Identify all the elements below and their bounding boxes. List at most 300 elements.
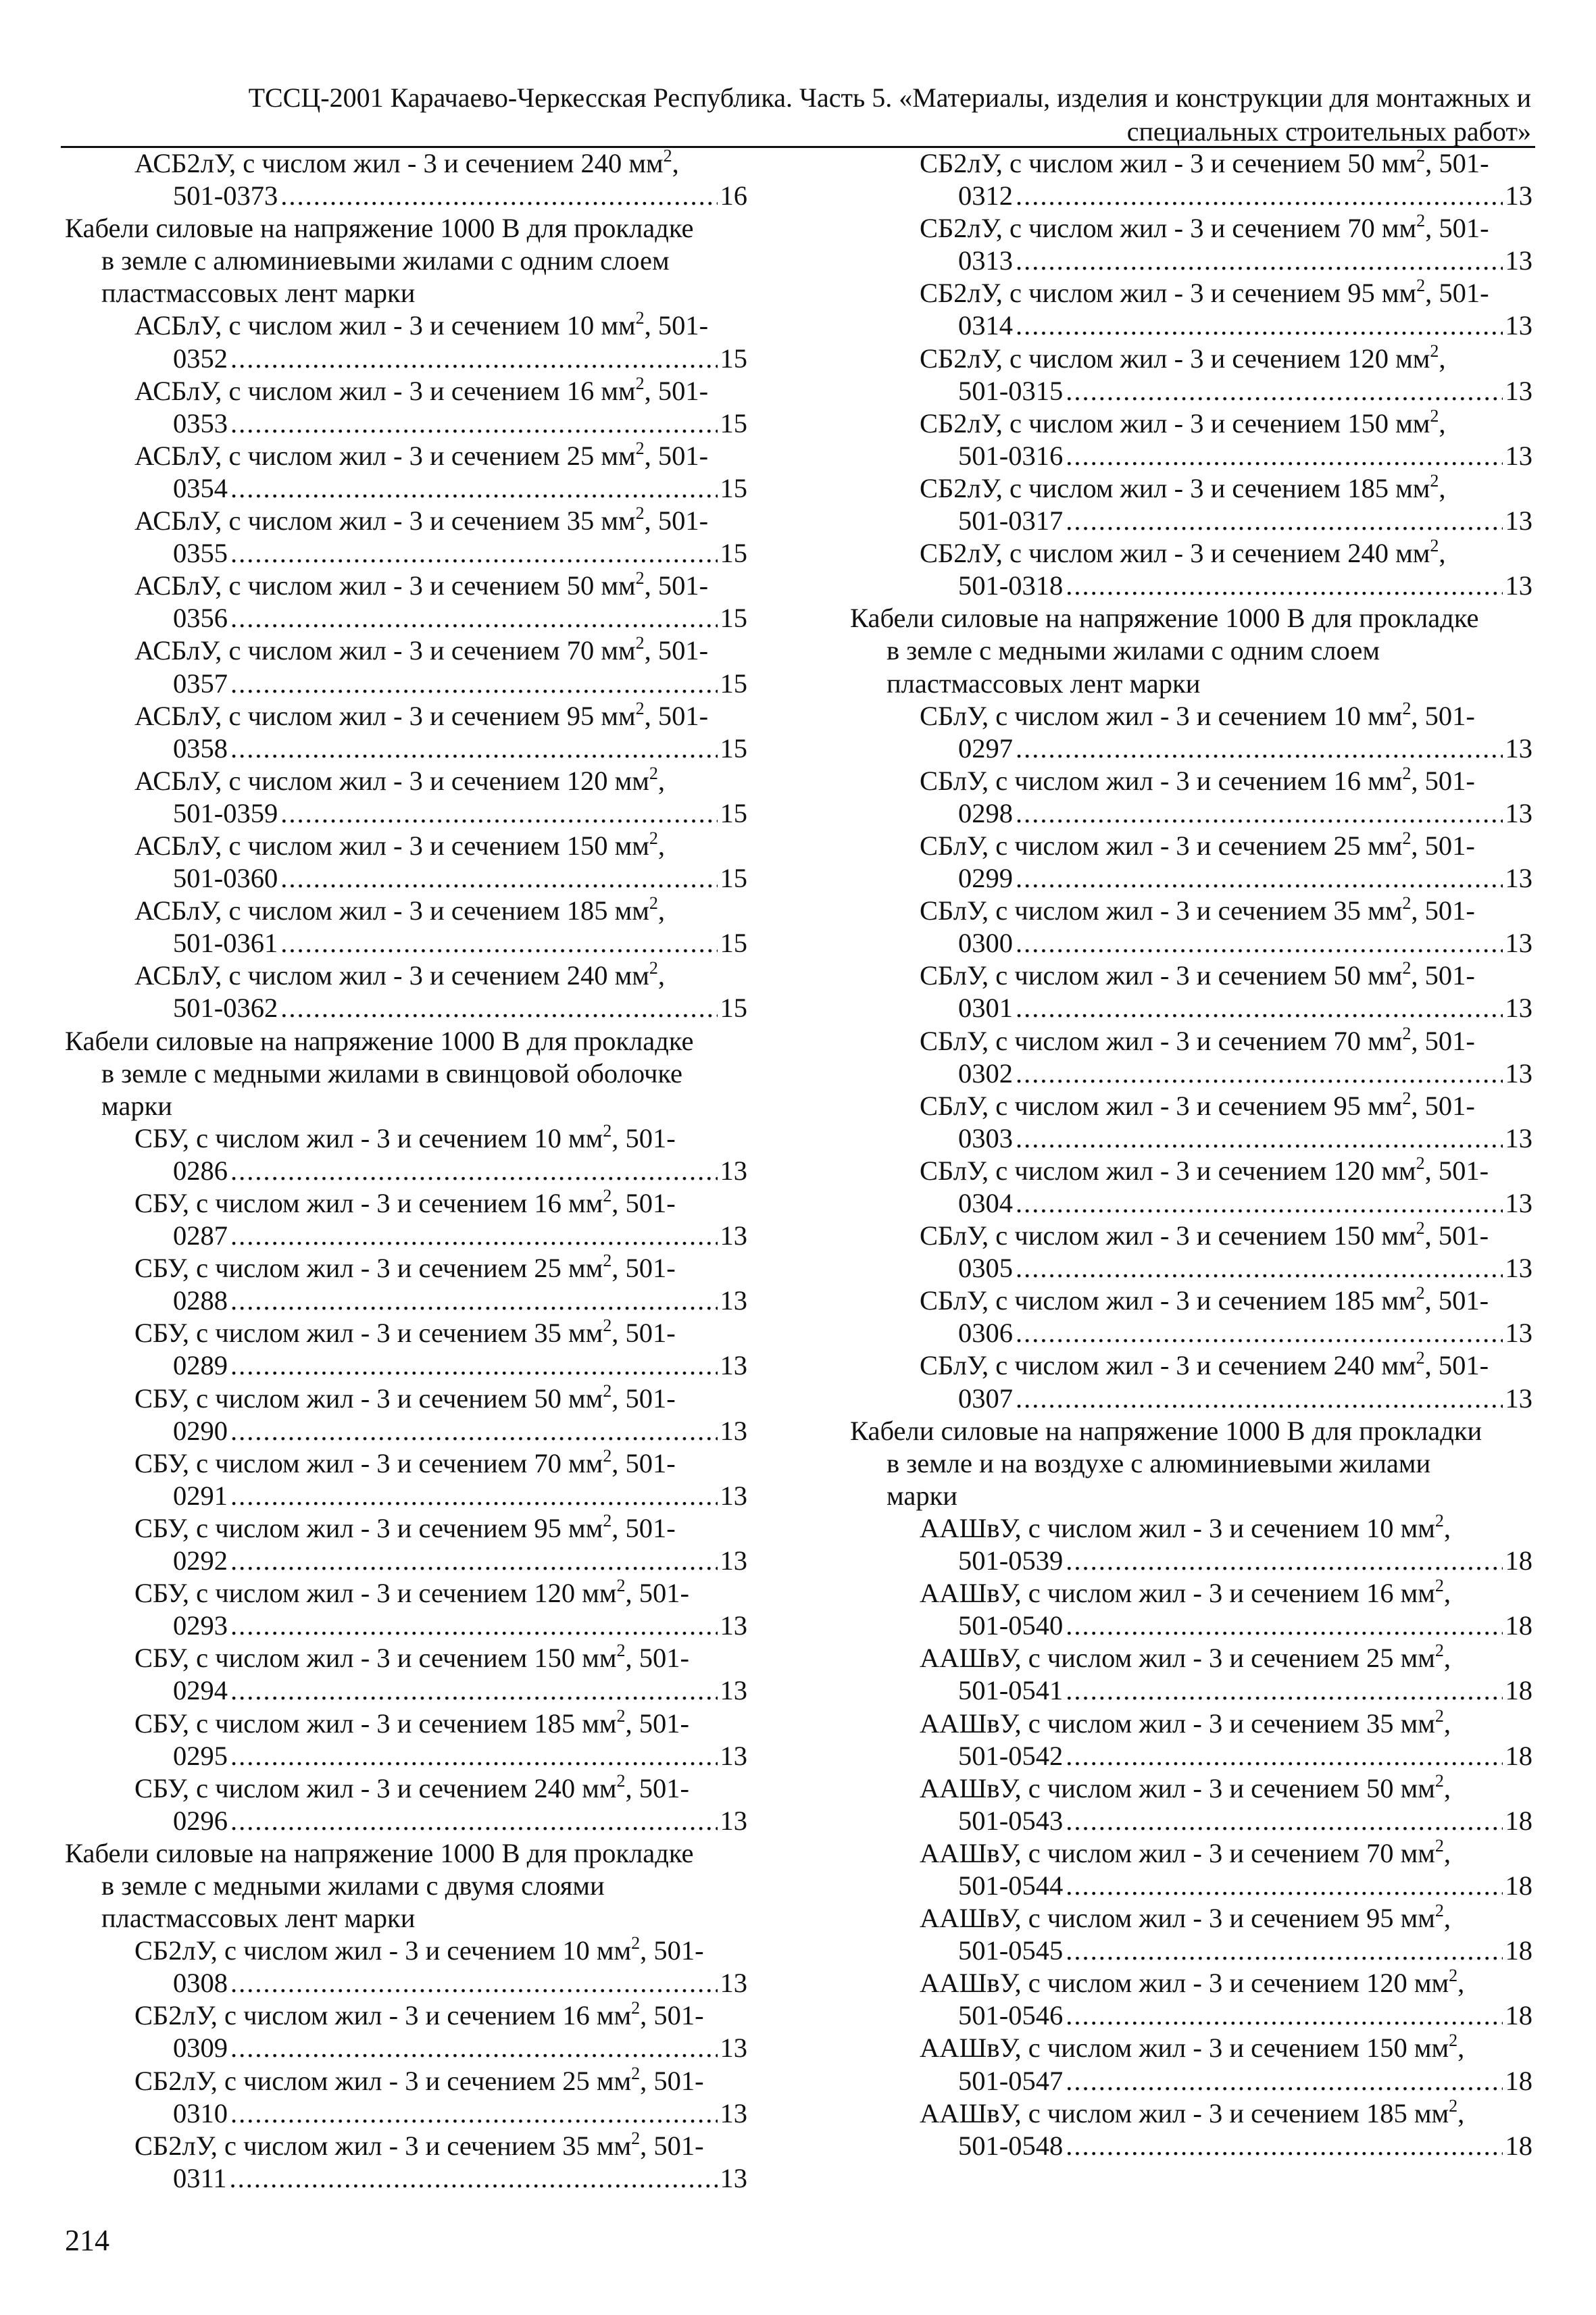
index-entry-code-line [850, 1317, 1532, 1349]
dot-leader [1066, 1545, 1502, 1577]
index-entry-code-line [850, 1122, 1532, 1155]
index-entry-code-line [65, 2162, 747, 2195]
entry-code: 501-0542 [958, 1740, 1064, 1771]
entry-superscript: 2 [1416, 1218, 1425, 1239]
entry-tail: , 501- [1411, 765, 1475, 796]
entry-code: 0289 [173, 1350, 228, 1381]
entry-page: 13 [1505, 505, 1532, 537]
dot-leader [230, 1610, 718, 1642]
index-entry [850, 1090, 1532, 1122]
entry-text: АСБлУ, с числом жил - 3 и сечением 120 мм [134, 765, 649, 796]
dot-leader [230, 1967, 718, 1999]
dot-leader [1016, 927, 1503, 960]
index-column-right [850, 147, 1532, 2162]
dot-leader [1016, 732, 1503, 765]
section-heading-continuation: пластмассовых лент марки [887, 668, 1201, 699]
index-entry-code-line [850, 1674, 1532, 1707]
entry-text: СБ2лУ, с числом жил - 3 и сечением 50 мм [920, 148, 1417, 178]
entry-code: 0352 [173, 343, 228, 374]
entry-code: 0358 [173, 732, 228, 764]
index-entry-code-line [850, 245, 1532, 277]
entry-superscript: 2 [1435, 1901, 1444, 1921]
dot-leader [1016, 180, 1503, 212]
dot-leader [230, 1285, 718, 1317]
entry-code: 0313 [958, 245, 1013, 276]
dot-leader [230, 2032, 718, 2064]
entry-page: 13 [720, 1285, 747, 1316]
entry-code: 501-0361 [173, 928, 278, 959]
section-heading: Кабели силовые на напряжение 1000 В для прокладке [850, 603, 1479, 634]
entry-code: 0354 [173, 472, 228, 503]
section-heading-continuation: в земле и на воздухе с алюминиевыми жилами [887, 1447, 1431, 1478]
entry-page: 13 [720, 1968, 747, 1999]
entry-text: СБУ, с числом жил - 3 и сечением 120 мм [134, 1578, 617, 1609]
dot-leader [280, 927, 717, 960]
index-entry-code-line [850, 570, 1532, 602]
entry-tail: , 501- [644, 375, 709, 406]
entry-code: 501-0545 [958, 1935, 1064, 1966]
entry-page: 13 [1505, 180, 1532, 211]
entry-superscript: 2 [1430, 405, 1439, 426]
entry-superscript: 2 [1449, 2095, 1458, 2116]
index-entry-code-line [65, 1415, 747, 1447]
index-entry-code-line [850, 309, 1532, 342]
section-heading: Кабели силовые на напряжение 1000 В для прокладки [850, 1415, 1482, 1446]
index-entry [850, 765, 1532, 797]
entry-page: 15 [720, 863, 747, 894]
entry-tail: , 501- [1424, 1155, 1489, 1186]
section-heading-continuation: марки [887, 1480, 957, 1511]
index-entry-code-line [850, 2130, 1532, 2162]
section-heading-continuation: пластмассовых лент марки [101, 1903, 416, 1934]
dot-leader [1066, 1870, 1502, 1902]
entry-tail: , 501- [640, 2130, 704, 2161]
index-entry-code-line [850, 1999, 1532, 2032]
entry-code: 0314 [958, 310, 1013, 341]
entry-code: 0294 [173, 1675, 228, 1706]
entry-code: 0293 [173, 1610, 228, 1641]
entry-page: 18 [1505, 1610, 1532, 1641]
index-entry [850, 960, 1532, 992]
entry-page: 18 [1505, 1675, 1532, 1706]
entry-code: 0303 [958, 1122, 1013, 1153]
entry-tail: , [1443, 1512, 1451, 1543]
entry-text: ААШвУ, с числом жил - 3 и сечением 185 мм [920, 2097, 1449, 2129]
entry-superscript: 2 [603, 1120, 612, 1141]
entry-text: СБУ, с числом жил - 3 и сечением 95 мм [134, 1512, 603, 1543]
entry-superscript: 2 [1402, 1088, 1412, 1108]
entry-code: 0356 [173, 603, 228, 634]
entry-superscript: 2 [616, 1770, 626, 1791]
index-entry [850, 1772, 1532, 1805]
entry-code: 501-0548 [958, 2130, 1064, 2161]
dot-leader [1016, 309, 1503, 342]
entry-text: СБУ, с числом жил - 3 и сечением 35 мм [134, 1318, 603, 1349]
index-entry [850, 2097, 1532, 2130]
index-entry [65, 1772, 747, 1805]
dot-leader [1016, 992, 1503, 1024]
entry-superscript: 2 [663, 146, 672, 166]
entry-tail: , 501- [1411, 1090, 1475, 1121]
index-entry-code-line [65, 1674, 747, 1707]
entry-page: 15 [720, 472, 747, 503]
index-entry [850, 1025, 1532, 1057]
entry-code: 0311 [173, 2162, 227, 2193]
entry-code: 501-0315 [958, 375, 1064, 406]
entry-page: 15 [720, 993, 747, 1024]
entry-superscript: 2 [1416, 1283, 1425, 1303]
index-entry [850, 1285, 1532, 1317]
index-entry-code-line [850, 375, 1532, 407]
entry-code: 501-0547 [958, 2065, 1064, 2096]
index-entry-code-line [65, 602, 747, 634]
entry-tail: , 501- [1425, 278, 1489, 309]
entry-text: СБУ, с числом жил - 3 и сечением 240 мм [134, 1772, 617, 1803]
entry-tail: , [1457, 2033, 1465, 2064]
entry-tail: , 501- [644, 505, 709, 537]
entry-text: СБлУ, с числом жил - 3 и сечением 10 мм [920, 700, 1403, 731]
index-entry-code-line [850, 505, 1532, 537]
index-entry [65, 1122, 747, 1155]
index-entry [65, 895, 747, 927]
entry-tail: , 501- [644, 570, 709, 601]
entry-code: 0312 [958, 180, 1013, 211]
entry-tail: , [1443, 1903, 1451, 1934]
entry-text: АСБлУ, с числом жил - 3 и сечением 25 мм [134, 440, 636, 471]
entry-page: 18 [1505, 1805, 1532, 1836]
entry-page: 13 [1505, 245, 1532, 276]
entry-superscript: 2 [1435, 1576, 1444, 1596]
entry-text: СБлУ, с числом жил - 3 и сечением 16 мм [920, 765, 1403, 796]
index-entry [850, 1837, 1532, 1870]
index-entry [65, 634, 747, 667]
index-entry-code-line [65, 668, 747, 700]
index-entry [65, 505, 747, 537]
index-entry-code-line [65, 472, 747, 505]
entry-superscript: 2 [649, 958, 658, 978]
index-entry-code-line [65, 407, 747, 440]
entry-superscript: 2 [1449, 1966, 1458, 1986]
entry-superscript: 2 [603, 1316, 612, 1336]
entry-text: АСБлУ, с числом жил - 3 и сечением 240 мм [134, 960, 649, 991]
entry-page: 13 [1505, 1122, 1532, 1153]
entry-text: СБлУ, с числом жил - 3 и сечением 95 мм [920, 1090, 1403, 1121]
entry-tail: , 501- [612, 1122, 676, 1153]
entry-text: СБ2лУ, с числом жил - 3 и сечением 120 мм [920, 343, 1430, 374]
index-entry-code-line [65, 343, 747, 375]
index-entry [850, 212, 1532, 245]
entry-code: 501-0362 [173, 993, 278, 1024]
index-entry-code-line [850, 1057, 1532, 1090]
entry-code: 501-0373 [173, 180, 278, 211]
entry-tail: , 501- [1411, 895, 1475, 926]
dot-leader [230, 602, 718, 634]
index-entry [850, 277, 1532, 309]
entry-page: 13 [1505, 1318, 1532, 1349]
entry-page: 18 [1505, 1545, 1532, 1576]
entry-code: 501-0546 [958, 2000, 1064, 2031]
dot-leader [230, 1740, 718, 1772]
index-entry-code-line [850, 1935, 1532, 1967]
dot-leader [230, 2162, 718, 2195]
entry-tail: , 501- [612, 1188, 676, 1218]
dot-leader [1016, 797, 1503, 830]
index-entry-code-line [850, 180, 1532, 212]
entry-page: 13 [720, 1480, 747, 1511]
entry-text: СБ2лУ, с числом жил - 3 и сечением 35 мм [134, 2130, 632, 2161]
entry-page: 18 [1505, 1870, 1532, 1901]
index-entry [850, 1967, 1532, 1999]
entry-text: СБ2лУ, с числом жил - 3 и сечением 240 мм [920, 538, 1430, 569]
dot-leader [280, 992, 717, 1024]
index-entry-code-line [65, 1967, 747, 1999]
entry-tail: , [1443, 1837, 1451, 1868]
index-entry-code-line [65, 1805, 747, 1837]
entry-tail: , 501- [625, 1643, 689, 1674]
index-entry [850, 1512, 1532, 1545]
dot-leader [230, 1805, 718, 1837]
entry-tail: , 501- [644, 700, 709, 731]
dot-leader [230, 343, 718, 375]
index-entry-code-line [850, 1805, 1532, 1837]
entry-page: 13 [720, 2097, 747, 2129]
index-entry-code-line [65, 1545, 747, 1577]
entry-code: 501-0541 [958, 1675, 1064, 1706]
entry-page: 13 [1505, 732, 1532, 764]
entry-text: СБлУ, с числом жил - 3 и сечением 185 мм [920, 1285, 1416, 1316]
entry-page: 13 [720, 1610, 747, 1641]
entry-superscript: 2 [603, 1510, 612, 1530]
section-heading: Кабели силовые на напряжение 1000 В для прокладке [65, 1837, 694, 1868]
index-entry-code-line [850, 2065, 1532, 2097]
index-entry-code-line [65, 862, 747, 895]
entry-text: АСБлУ, с числом жил - 3 и сечением 150 мм [134, 830, 649, 861]
entry-code: 501-0540 [958, 1610, 1064, 1641]
entry-code: 0287 [173, 1220, 228, 1251]
dot-leader [230, 1415, 718, 1447]
entry-text: ААШвУ, с числом жил - 3 и сечением 95 мм [920, 1903, 1435, 1934]
entry-text: ААШвУ, с числом жил - 3 и сечением 25 мм [920, 1643, 1435, 1674]
entry-page: 13 [720, 1805, 747, 1836]
entry-tail: , 501- [612, 1253, 676, 1284]
entry-tail: , 501- [625, 1772, 689, 1803]
index-entry-code-line [850, 1610, 1532, 1642]
index-entry-code-line [850, 440, 1532, 472]
entry-text: ААШвУ, с числом жил - 3 и сечением 150 мм [920, 2033, 1449, 2064]
entry-tail: , 501- [644, 635, 709, 666]
entry-code: 0304 [958, 1188, 1013, 1218]
dot-leader [1066, 2065, 1502, 2097]
index-entry [65, 830, 747, 862]
entry-code: 0307 [958, 1383, 1013, 1414]
dot-leader [1066, 375, 1502, 407]
entry-tail: , 501- [640, 2065, 704, 2096]
entry-tail: , 501- [644, 310, 709, 341]
entry-text: СБ2лУ, с числом жил - 3 и сечением 16 мм [134, 2000, 632, 2031]
entry-text: СБлУ, с числом жил - 3 и сечением 35 мм [920, 895, 1403, 926]
dot-leader [1016, 1383, 1503, 1415]
entry-tail: , 501- [1411, 1025, 1475, 1056]
dot-leader [230, 1545, 718, 1577]
entry-tail: , 501- [612, 1318, 676, 1349]
dot-leader [230, 1220, 718, 1252]
entry-tail: , [1439, 343, 1446, 374]
entry-text: СБУ, с числом жил - 3 и сечением 16 мм [134, 1188, 603, 1218]
index-entry-code-line [850, 1383, 1532, 1415]
entry-code: 501-0316 [958, 440, 1064, 471]
entry-text: СБ2лУ, с числом жил - 3 и сечением 95 мм [920, 278, 1417, 309]
index-entry-code-line [65, 992, 747, 1024]
entry-superscript: 2 [616, 1706, 626, 1726]
entry-page: 13 [1505, 1188, 1532, 1218]
entry-code: 0295 [173, 1740, 228, 1771]
entry-superscript: 2 [1416, 1348, 1425, 1368]
index-entry-code-line [850, 1252, 1532, 1285]
entry-code: 0357 [173, 668, 228, 699]
entry-superscript: 2 [1402, 1023, 1412, 1043]
entry-code: 501-0544 [958, 1870, 1064, 1901]
entry-page: 13 [1505, 993, 1532, 1024]
index-entry-code-line [65, 797, 747, 830]
entry-page: 15 [720, 343, 747, 374]
index-entry-code-line [65, 2097, 747, 2130]
entry-code: 0301 [958, 993, 1013, 1024]
entry-page: 15 [720, 407, 747, 439]
entry-superscript: 2 [1402, 763, 1412, 783]
entry-tail: , [1443, 1578, 1451, 1609]
entry-page: 18 [1505, 2130, 1532, 2161]
entry-code: 0309 [173, 2033, 228, 2064]
entry-tail: , 501- [625, 1708, 689, 1739]
entry-code: 0355 [173, 538, 228, 569]
entry-tail: , 501- [1411, 960, 1475, 991]
entry-page: 13 [1505, 440, 1532, 471]
entry-superscript: 2 [649, 893, 658, 914]
entry-page: 15 [720, 928, 747, 959]
entry-superscript: 2 [635, 633, 645, 653]
dot-leader [1016, 1252, 1503, 1285]
dot-leader [230, 668, 718, 700]
entry-text: АСБлУ, с числом жил - 3 и сечением 70 мм [134, 635, 636, 666]
index-entry [65, 765, 747, 797]
entry-text: АСБлУ, с числом жил - 3 и сечением 50 мм [134, 570, 636, 601]
entry-superscript: 2 [635, 568, 645, 589]
index-entry-code-line [850, 927, 1532, 960]
entry-tail: , [1443, 1708, 1451, 1739]
entry-superscript: 2 [631, 2128, 641, 2148]
entry-superscript: 2 [1430, 470, 1439, 491]
index-entry-code-line [65, 927, 747, 960]
index-entry [850, 1902, 1532, 1935]
entry-superscript: 2 [1416, 1153, 1425, 1173]
index-entry [65, 309, 747, 342]
entry-page: 13 [1505, 863, 1532, 894]
entry-page: 13 [1505, 797, 1532, 828]
entry-tail: , 501- [1424, 1350, 1489, 1381]
section-heading-continuation: в земле с медными жилами с двумя слоями [101, 1870, 605, 1901]
entry-text: СБ2лУ, с числом жил - 3 и сечением 185 мм [920, 472, 1430, 503]
entry-code: 0300 [958, 928, 1013, 959]
entry-superscript: 2 [1435, 1770, 1444, 1791]
entry-tail: , 501- [625, 1578, 689, 1609]
entry-superscript: 2 [603, 1380, 612, 1401]
index-entry [850, 537, 1532, 570]
dot-leader [1016, 1317, 1503, 1349]
entry-superscript: 2 [631, 1933, 641, 1953]
entry-tail: , 501- [640, 2000, 704, 2031]
entry-tail: , 501- [1425, 148, 1489, 178]
entry-code: 501-0360 [173, 863, 278, 894]
entry-page: 13 [1505, 310, 1532, 341]
index-entry-code-line [65, 1740, 747, 1772]
index-entry [850, 1155, 1532, 1187]
entry-tail: , [1457, 1968, 1465, 1999]
entry-tail: , 501- [1424, 1285, 1489, 1316]
entry-page: 13 [720, 1155, 747, 1186]
entry-code: 0302 [958, 1057, 1013, 1089]
header-line-2: специальных строительных работ» [1126, 116, 1531, 147]
entry-code: 0291 [173, 1480, 228, 1511]
entry-tail: , 501- [1411, 700, 1475, 731]
dot-leader [1016, 1187, 1503, 1220]
entry-text: СБлУ, с числом жил - 3 и сечением 150 мм [920, 1220, 1416, 1251]
entry-code: 0297 [958, 732, 1013, 764]
entry-page: 13 [1505, 928, 1532, 959]
section-heading-continuation: марки [101, 1090, 172, 1121]
index-entry-code-line [65, 2032, 747, 2064]
index-entry [65, 440, 747, 472]
entry-code: 0299 [958, 863, 1013, 894]
entry-text: ААШвУ, с числом жил - 3 и сечением 10 мм [920, 1512, 1435, 1543]
index-entry [65, 1935, 747, 1967]
index-entry-code-line [850, 1740, 1532, 1772]
entry-code: 501-0318 [958, 570, 1064, 601]
index-entry-code-line [850, 992, 1532, 1024]
index-entry [65, 1317, 747, 1349]
entry-page: 18 [1505, 1935, 1532, 1966]
dot-leader [1066, 1935, 1502, 1967]
entry-text: АСБлУ, с числом жил - 3 и сечением 185 мм [134, 895, 649, 926]
index-entry [65, 570, 747, 602]
entry-text: СБлУ, с числом жил - 3 и сечением 70 мм [920, 1025, 1403, 1056]
entry-page: 18 [1505, 2000, 1532, 2031]
index-entry [65, 147, 747, 180]
entry-page: 13 [720, 2162, 747, 2193]
entry-page: 15 [720, 538, 747, 569]
entry-tail: , [657, 830, 665, 861]
entry-text: АСБ2лУ, с числом жил - 3 и сечением 240 мм [134, 148, 664, 178]
entry-page: 15 [720, 797, 747, 828]
entry-page: 13 [720, 1740, 747, 1771]
index-entry [65, 700, 747, 732]
index-entry-code-line [65, 1220, 747, 1252]
entry-tail: , 501- [1425, 213, 1489, 244]
entry-code: 0298 [958, 797, 1013, 828]
entry-code: 0292 [173, 1545, 228, 1576]
index-entry-code-line [65, 1155, 747, 1187]
entry-tail: , 501- [644, 440, 709, 471]
index-entry [65, 2065, 747, 2097]
entry-page: 15 [720, 668, 747, 699]
entry-tail: , 501- [1411, 830, 1475, 861]
dot-leader [1066, 2130, 1502, 2162]
index-entry [850, 1708, 1532, 1740]
entry-page: 16 [720, 180, 747, 211]
dot-leader [280, 862, 717, 895]
dot-leader [230, 472, 718, 505]
dot-leader [1066, 505, 1502, 537]
entry-superscript: 2 [1430, 341, 1439, 361]
